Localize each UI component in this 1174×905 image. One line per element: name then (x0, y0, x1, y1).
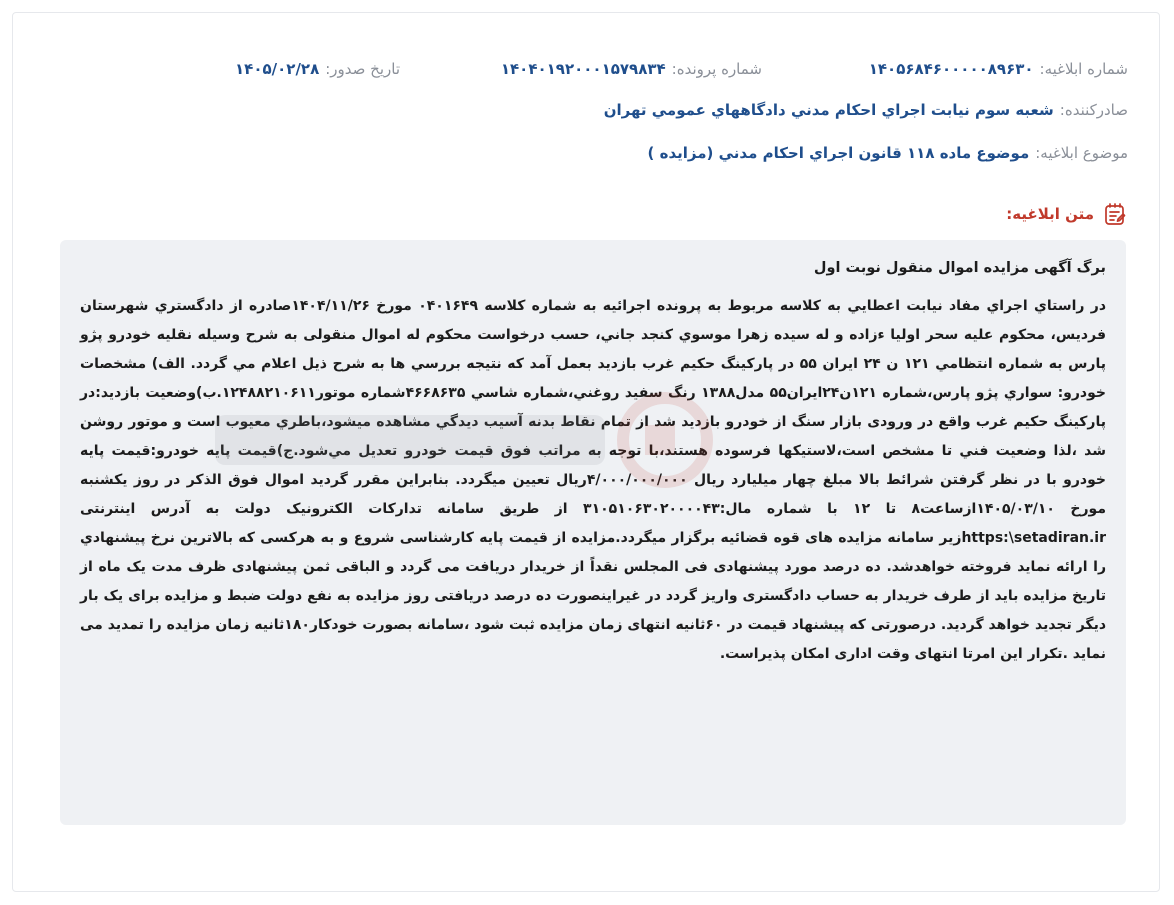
meta-row-subject (46, 141, 1128, 165)
notice-text-title: متن ابلاغيه: (1006, 205, 1094, 223)
notice-heading: برگ آگهی مزایده اموال منقول نوبت اول (813, 260, 1106, 276)
subject-value: موضوع ماده ۱۱۸ قانون اجراي احکام مدني (مزايده ) (647, 144, 1030, 162)
case-number-field (501, 57, 762, 81)
meta-row-issuer (46, 98, 1128, 122)
issuer-value: شعبه سوم نيابت اجراي احکام مدني دادگاههاي عمومي تهران (603, 101, 1054, 119)
case-number-label: شماره پرونده: (671, 60, 762, 78)
notice-text-heading (1006, 200, 1128, 228)
notice-number-value: ۱۴۰۵۶۸۴۶۰۰۰۰۰۸۹۶۳۰ (868, 60, 1034, 78)
notice-number-label: شماره ابلاغيه: (1039, 60, 1128, 78)
subject-label: موضوع ابلاغيه: (1035, 144, 1128, 162)
notice-content-box (60, 240, 1126, 825)
meta-row-numbers (46, 57, 1128, 81)
issuer-label: صادرکننده: (1059, 101, 1128, 119)
case-number-value: ۱۴۰۴۰۱۹۲۰۰۰۱۵۷۹۸۳۴ (500, 60, 666, 78)
issue-date-value: ۱۴۰۵/۰۲/۲۸ (235, 60, 320, 78)
notice-number-field (869, 57, 1128, 81)
document-edit-icon (1102, 201, 1128, 227)
issue-date-label: تاريخ صدور: (325, 60, 400, 78)
notice-body: در راستاي اجراي مفاد نيابت اعطايي به کلاسه مربوط به پرونده اجرائيه به شماره کلاسه ۰۴۰۱۶۴۹ مورخ ۱۴۰۴/۱۱/۲۶صادره از دادگستري شهرستان فرديس، محکوم عليه سحر اوليا ءزاده و له سيده زهرا موسوي کنجد جاني، حسب درخواست محکوم له اموال منقولی به شرح وسيله نقليه خودرو پژو پارس به شماره انتظامي ۱۲۱ ن ۲۴ ايران ۵۵ در پارکينگ حکيم غرب بازديد بعمل آمد که نتيجه بررسي ها به شرح ذيل اعلام مي گردد. الف) مشخصات خودرو: سواري پژو پارس،شماره ۱۲۱ن۲۴ايران۵۵ مدل۱۳۸۸ رنگ سفيد روغني،شماره شاسي ۴۶۶۸۶۳۵شماره موتور۱۲۴۸۸۲۱۰۶۱۱.ب)وضعيت بازديد:در پارکينگ حکيم غرب واقع در ورودی بازار سنگ از خودرو بازديد شد از تمام نقاط بدنه آسيب ديدگي مشاهده ميشود،باطري معيوب است و موتور روشن شد ،لذا وضعيت فني تا مشخص است،لاستيکها فرسوده هستند،با توجه به مراتب فوق قيمت خودرو تعديل مي‌شود.ج)قيمت پايه خودرو:قيمت پايه خودرو با در نظر گرفتن شرائط بالا مبلغ چهار ميليارد ريال ۴/۰۰۰/۰۰۰/۰۰۰ريال تعيين ميگردد. بنابراين مقرر گرديد اموال فوق الذکر در روز يکشنبه مورخ ۱۴۰۵/۰۳/۱۰ازساعت۸ تا ۱۲ با شماره مال:۳۱۰۵۱۰۶۳۰۲۰۰۰۰۴۳ از طريق سامانه تدارکات الکترونيک دولت به آدرس اينترنتی https:\setadiran.irزير سامانه مزايده های قوه قضائيه برگزار ميگردد.مزايده از قيمت پايه کارشناسی شروع و به هرکسی که بالاترين نرخ پيشنهادي را ارائه نمايد فروخته خواهدشد. ده درصد مورد پيشنهادی فی المجلس نقداً از خريدار دريافت می گردد و الباقی ثمن پيشنهادی ظرف مدت يک ماه از تاريخ مزايده بايد از طرف خريدار به حساب دادگستری واريز گردد در غيراينصورت ده درصد دريافتی روز مزايده به نفع دولت ضبط و مزايده برای يک بار ديگر تجديد خواهد گرديد. درصورتی که پيشنهاد قيمت در ۶۰ثانيه انتهای زمان مزايده ثبت شود ،سامانه بصورت خودکار۱۸۰ثانيه زمان مزايده را تمديد می نمايد .تکرار اين امرتا انتهای وقت اداری امکان پذيراست. (80, 298, 1107, 662)
issue-date-field (235, 57, 400, 81)
